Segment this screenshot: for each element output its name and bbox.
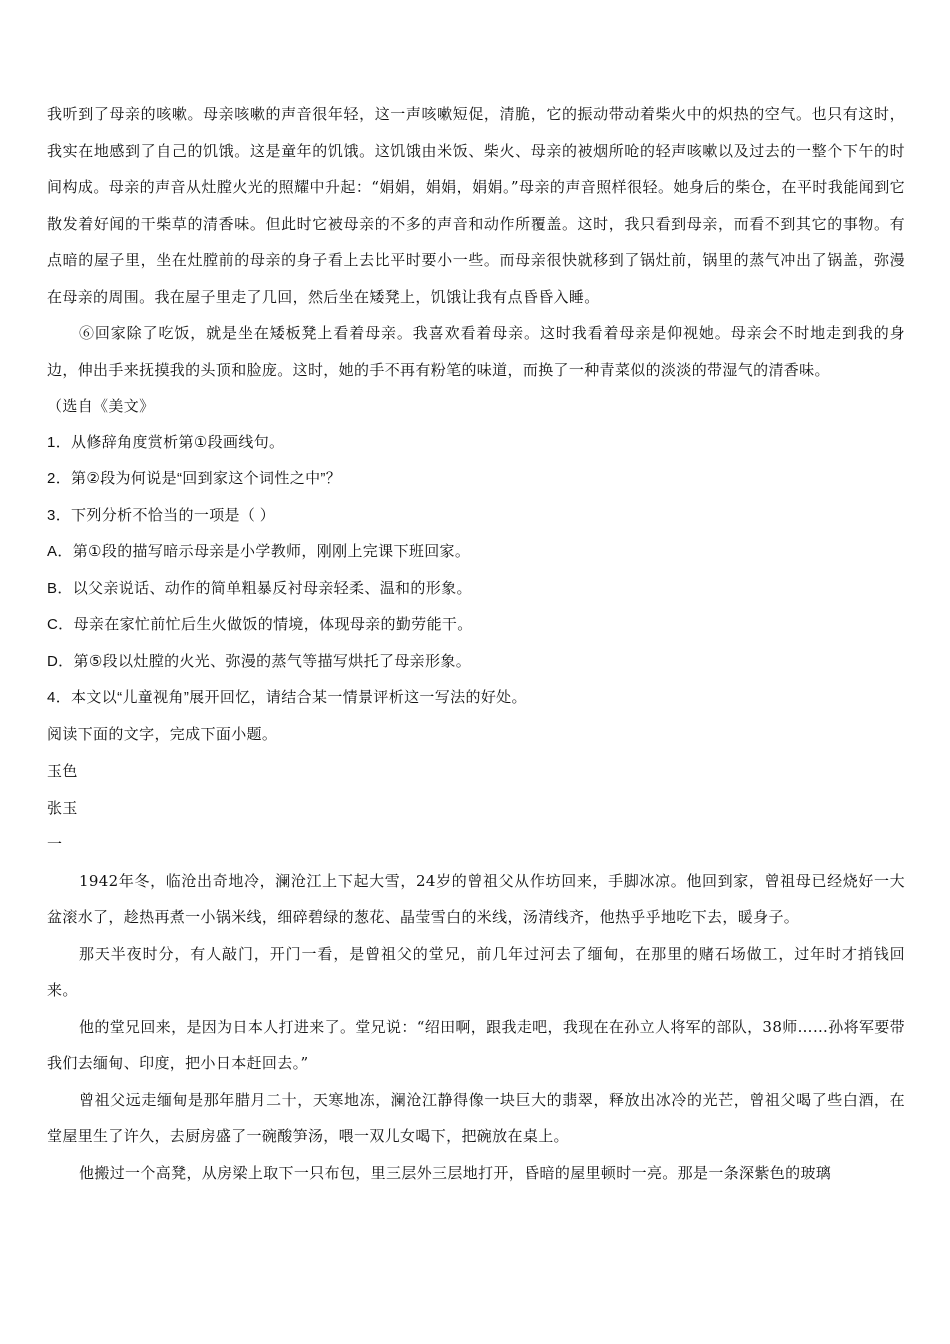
passage1-paragraph-5: 我听到了母亲的咳嗽。母亲咳嗽的声音很年轻，这一声咳嗽短促，清脆，它的振动带动着柴火中的炽热的空气。也只有这时，我实在地感到了自己的饥饿。这是童年的饥饿。这饥饿由米饭、柴火、母亲的被烟所呛的轻声咳嗽以及过去的一整个下午的时间构成。母亲的声音从灶膛火光的照耀中升起：“娟娟，娟娟，娟娟。”母亲的声音照样很轻。她身后的柴仓，在平时我能闻到它散发着好闻的干柴草的清香味。但此时它被母亲的不多的声音和动作所覆盖。这时，我只看到母亲，而看不到其它的事物。有点暗的屋子里，坐在灶膛前的母亲的身子看上去比平时要小一些。而母亲很快就移到了锅灶前，锅里的蒸气冲出了锅盖，弥漫在母亲的周围。我在屋子里走了几回，然后坐在矮凳上，饥饿让我有点昏昏入睡。 bbox=[47, 105, 905, 306]
reading-instruction: 阅读下面的文字，完成下面小题。 bbox=[47, 725, 278, 743]
passage2-author: 张玉 bbox=[47, 798, 78, 817]
passage2-paragraph-4: 曾祖父远走缅甸是那年腊月二十，天寒地冻，澜沧江静得像一块巨大的翡翠，释放出冰冷的光芒，曾祖父喝了些白酒，在堂屋里生了许久，去厨房盛了一碗酸笋汤，喂一双儿女喝下，把碗放在桌上。 bbox=[47, 1090, 905, 1145]
option-c: C．母亲在家忙前忙后生火做饭的情境，体现母亲的勤劳能干。 bbox=[47, 616, 473, 633]
document-body bbox=[47, 96, 905, 1191]
passage2-paragraph-3: 他的堂兄回来，是因为日本人打进来了。堂兄说：“绍田啊，跟我走吧，我现在在孙立人将军的部队，38师……孙将军要带我们去缅甸、印度，把小日本赶回去。” bbox=[47, 1017, 906, 1072]
option-d: D．第⑤段以灶膛的火光、弥漫的蒸气等描写烘托了母亲形象。 bbox=[47, 652, 472, 670]
passage2-paragraph-2: 那天半夜时分，有人敲门，开门一看，是曾祖父的堂兄，前几年过河去了缅甸，在那里的赌石场做工，过年时才捎钱回来。 bbox=[47, 944, 905, 999]
passage1-paragraph-6: ⑥回家除了吃饭，就是坐在矮板凳上看着母亲。我喜欢看着母亲。这时我看着母亲是仰视她。母亲会不时地走到我的身边，伸出手来抚摸我的头顶和脸庞。这时，她的手不再有粉笔的味道，而换了一种青菜似的淡淡的带湿气的清香味。 bbox=[47, 324, 905, 379]
passage1-source: （选自《美文》 bbox=[47, 397, 155, 415]
question-4: 4．本文以“儿童视角”展开回忆，请结合某一情景评析这一写法的好处。 bbox=[47, 689, 527, 706]
passage2-title: 玉色 bbox=[47, 762, 78, 780]
question-1: 1．从修辞角度赏析第①段画线句。 bbox=[47, 433, 285, 451]
option-a: A．第①段的描写暗示母亲是小学教师，刚刚上完课下班回家。 bbox=[47, 543, 471, 560]
passage2-paragraph-5: 他搬过一个高凳，从房梁上取下一只布包，里三层外三层地打开，昏暗的屋里顿时一亮。那是一条深紫色的玻璃 bbox=[79, 1163, 832, 1182]
option-b: B．以父亲说话、动作的简单粗暴反衬母亲轻柔、温和的形象。 bbox=[47, 579, 472, 597]
question-3: 3．下列分析不恰当的一项是（ ） bbox=[47, 506, 276, 524]
question-2: 2．第②段为何说是“回到家这个词性之中”？ bbox=[47, 470, 342, 487]
passage2-paragraph-1: 1942年冬，临沧出奇地冷，澜沧江上下起大雪，24岁的曾祖父从作坊回来，手脚冰凉。他回到家，曾祖母已经烧好一大盆滚水了，趁热再煮一小锅米线，细碎碧绿的葱花、晶莹雪白的米线，汤清线齐，他热乎乎地吃下去，暖身子。 bbox=[47, 871, 905, 926]
passage2-section-number: 一 bbox=[47, 835, 63, 853]
